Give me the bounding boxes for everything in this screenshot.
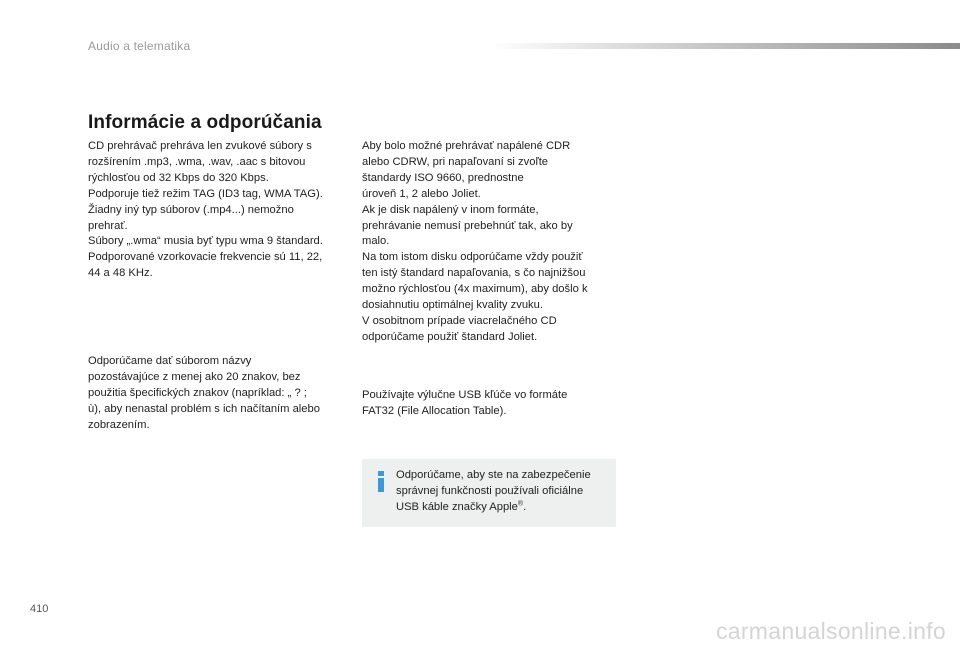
text-line: prehrávanie nemusí prebehnúť tak, ako by: [362, 219, 573, 232]
text-line: Súbory „.wma“ musia byť typu wma 9 štandard.: [88, 235, 323, 248]
text-line: ten istý štandard napaľovania, s čo najnižšou: [362, 267, 586, 280]
text-line: rýchlosťou od 32 Kbps do 320 Kbps.: [88, 171, 269, 184]
text-line: Odporúčame, aby ste na zabezpečenie: [396, 469, 591, 481]
text-line: [396, 500, 591, 516]
text-line: použitia špecifických znakov (napríklad: „ ? ;: [88, 386, 307, 399]
watermark: carmanualsonline.info: [715, 618, 946, 644]
text-line: dosiahnutiu optimálnej kvality zvuku.: [362, 299, 543, 312]
page-title: Informácie a odporúčania: [88, 112, 322, 133]
text-line: správnej funkčnosti používali oficiálne: [396, 484, 584, 497]
text-line: CD prehrávač prehráva len zvukové súbory s: [88, 140, 312, 152]
info-text: [396, 468, 591, 516]
file-naming-paragraph: [88, 354, 320, 434]
header-section-label: Audio a telematika: [88, 39, 191, 53]
sentence-end: .: [523, 500, 527, 513]
info-box: [362, 459, 616, 527]
text-line: Aby bolo možné prehrávať napálené CDR: [362, 140, 571, 152]
text-line: rozšírením .mp3, .wma, .wav, .aac s bitovou: [88, 155, 306, 168]
cd-formats-paragraph: [88, 139, 323, 282]
text-line: štandardy ISO 9660, prednostne: [362, 171, 524, 184]
text-line: Podporuje tiež režim TAG (ID3 tag, WMA TAG).: [88, 187, 323, 200]
text-line: pozostávajúce z menej ako 20 znakov, bez: [88, 370, 301, 383]
header-gradient-bar: [490, 43, 960, 49]
text-line: úroveň 1, 2 alebo Joliet.: [362, 187, 481, 200]
text-line: 44 a 48 KHz.: [88, 267, 153, 280]
apple-cable-text: USB káble značky Apple: [396, 500, 518, 513]
text-line: Ak je disk napálený v inom formáte,: [362, 203, 539, 216]
usb-format-paragraph: [362, 388, 567, 420]
text-line: možno rýchlosťou (4x maximum), aby došlo k: [362, 283, 588, 296]
cd-burning-paragraph: [362, 139, 588, 346]
text-line: Žiadny iný typ súborov (.mp4...) nemožno: [88, 203, 294, 216]
registered-mark: ®: [517, 500, 524, 508]
text-line: Používajte výlučne USB kľúče vo formáte: [362, 389, 568, 401]
text-line: odporúčame použiť štandard Joliet.: [362, 330, 538, 343]
text-line: FAT32 (File Allocation Table).: [362, 404, 507, 417]
text-line: ù), aby nenastal problém s ich načítaním alebo: [88, 402, 320, 415]
info-icon: [376, 471, 386, 493]
text-line: malo.: [362, 235, 390, 248]
text-line: zobrazením.: [88, 418, 150, 431]
text-line: prehrať.: [88, 219, 128, 232]
text-line: alebo CDRW, pri napaľovaní si zvoľte: [362, 155, 549, 168]
text-line: Na tom istom disku odporúčame vždy použiť: [362, 251, 583, 264]
text-line: Podporované vzorkovacie frekvencie sú 11, 22,: [88, 251, 323, 264]
text-line: Odporúčame dať súborom názvy: [88, 355, 252, 367]
text-line: V osobitnom prípade viacrelačného CD: [362, 314, 557, 327]
page-number: 410: [30, 603, 49, 615]
